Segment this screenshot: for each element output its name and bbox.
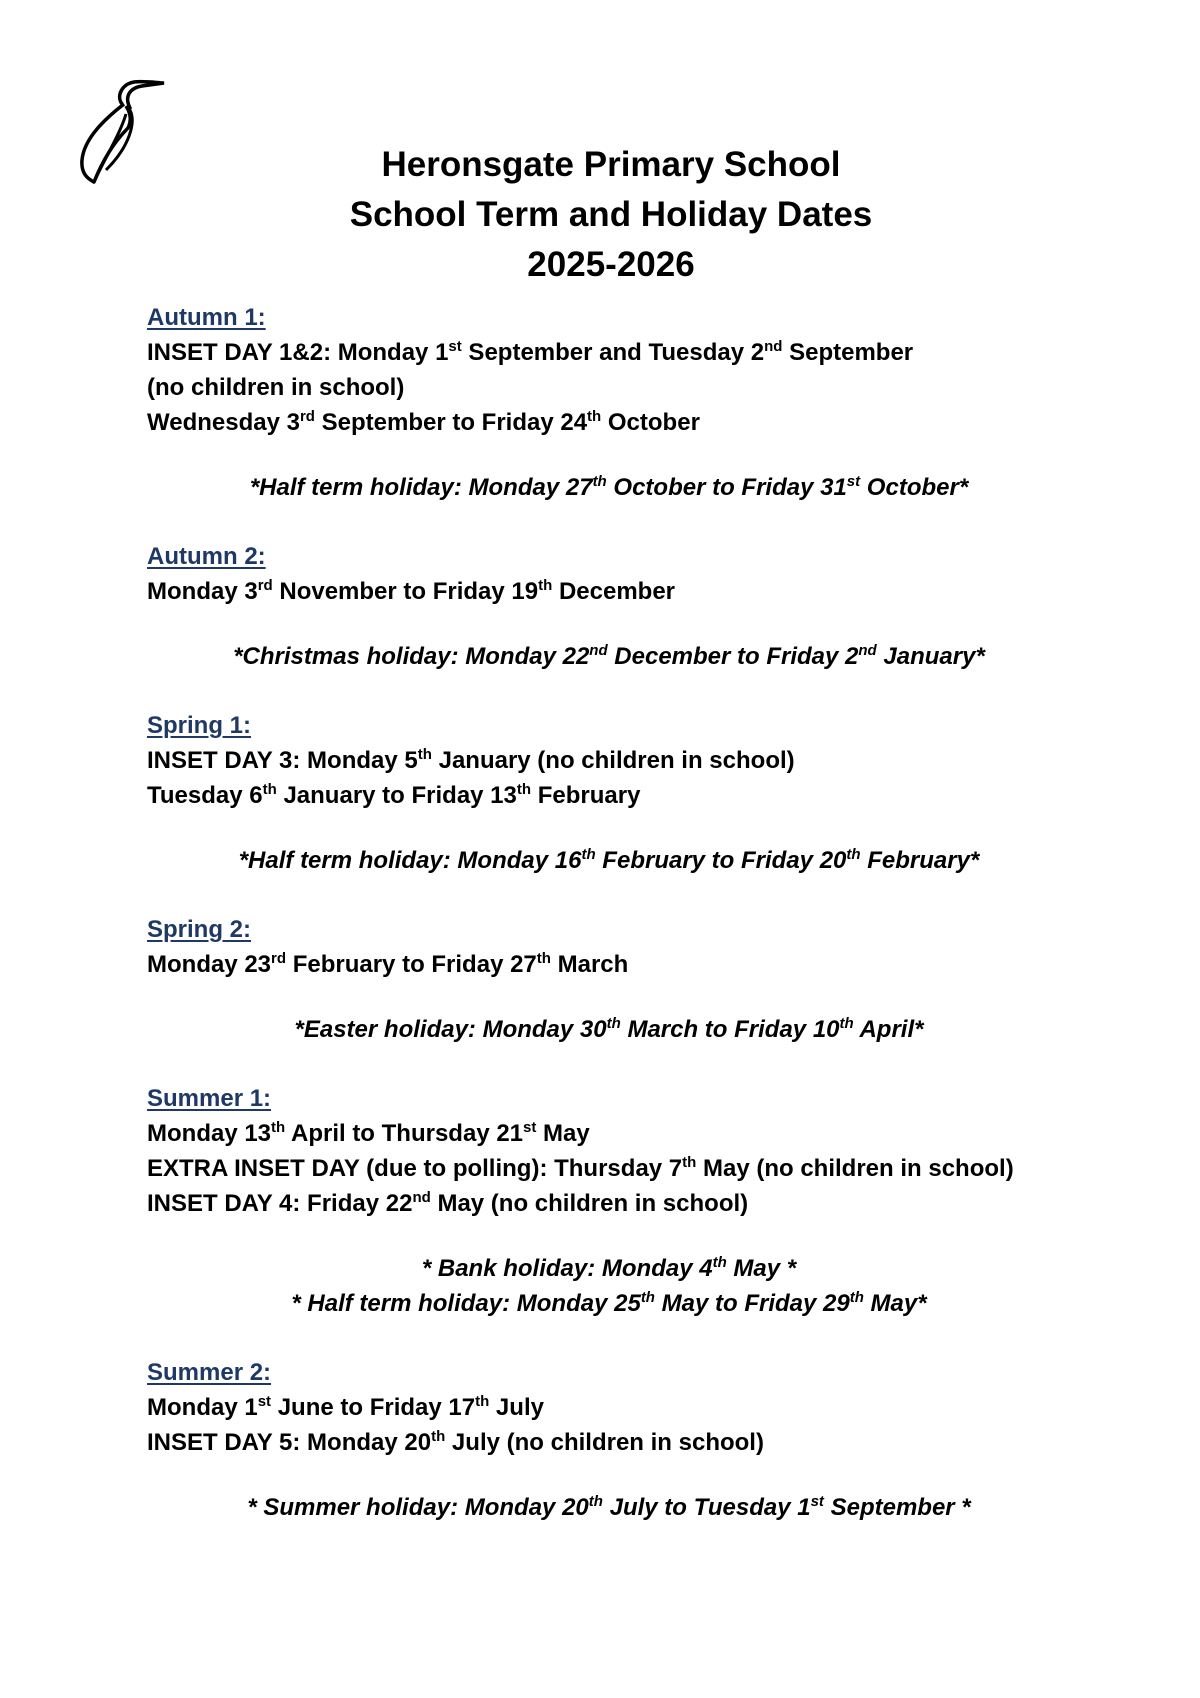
ordinal-suffix: nd	[589, 642, 608, 659]
text-run: September and Tuesday 2	[461, 339, 765, 366]
spacer	[147, 1221, 1147, 1251]
text-run: (no children in school)	[147, 374, 405, 401]
ordinal-suffix: th	[516, 781, 532, 798]
term-date-line	[147, 947, 1147, 982]
term-heading: Autumn 1:	[147, 304, 266, 331]
ordinal-suffix: th	[839, 1015, 854, 1032]
text-run: October to Friday 31	[606, 474, 847, 501]
text-run: May to Friday 29	[654, 1290, 850, 1317]
holiday-line	[147, 1286, 1071, 1321]
ordinal-suffix: th	[682, 1154, 697, 1171]
text-run: June to Friday 17	[271, 1394, 476, 1421]
text-run: January to Friday 13	[276, 782, 517, 809]
term-date-line	[147, 370, 1147, 405]
text-run: April*	[853, 1016, 924, 1043]
text-run: May *	[726, 1255, 797, 1282]
spacer	[147, 878, 1147, 912]
term-date-line	[147, 1151, 1147, 1186]
ordinal-suffix: th	[262, 781, 277, 798]
ordinal-suffix: st	[810, 1493, 824, 1510]
ordinal-suffix: th	[475, 1393, 490, 1410]
ordinal-suffix: th	[417, 746, 432, 763]
text-run: * Bank holiday: Monday 4	[421, 1255, 713, 1282]
spacer	[147, 440, 1147, 470]
ordinal-suffix: th	[538, 577, 553, 594]
text-run: May	[536, 1120, 590, 1147]
ordinal-suffix: th	[846, 846, 861, 863]
spacer	[147, 609, 1147, 639]
ordinal-suffix: th	[712, 1254, 727, 1271]
text-run: February*	[860, 847, 980, 874]
text-run: Monday 23	[147, 951, 272, 978]
text-run: April to Thursday 21	[285, 1120, 524, 1147]
term-date-line	[147, 405, 1147, 440]
ordinal-suffix: th	[431, 1428, 446, 1445]
text-run: *Christmas holiday: Monday 22	[233, 643, 590, 670]
text-run: Monday 1	[147, 1394, 258, 1421]
text-run: * Summer holiday: Monday 20	[247, 1494, 589, 1521]
text-run: INSET DAY 5: Monday 20	[147, 1429, 432, 1456]
school-name: Heronsgate Primary School	[381, 145, 841, 184]
term-heading: Spring 2:	[147, 916, 252, 943]
ordinal-suffix: th	[606, 1015, 621, 1032]
text-run: February	[531, 782, 641, 809]
text-run: January*	[876, 643, 985, 670]
text-run: EXTRA INSET DAY (due to polling): Thursday 7	[147, 1155, 683, 1182]
text-run: December to Friday 2	[607, 643, 859, 670]
text-run: INSET DAY 1&2: Monday 1	[147, 339, 449, 366]
ordinal-suffix: nd	[764, 338, 783, 355]
text-run: Tuesday 6	[147, 782, 263, 809]
spacer	[147, 505, 1147, 539]
spacer	[147, 1321, 1147, 1355]
text-run: October*	[860, 474, 969, 501]
document-subtitle: School Term and Holiday Dates	[349, 195, 873, 234]
ordinal-suffix: rd	[257, 577, 273, 594]
academic-year: 2025-2026	[527, 245, 695, 284]
ordinal-suffix: nd	[858, 642, 877, 659]
text-run: May*	[863, 1290, 927, 1317]
text-run: March	[550, 951, 629, 978]
term-date-line	[147, 778, 1147, 813]
ordinal-suffix: th	[587, 408, 602, 425]
ordinal-suffix: th	[640, 1289, 655, 1306]
holiday-line	[147, 470, 1071, 505]
ordinal-suffix: st	[523, 1119, 537, 1136]
term-date-line	[147, 1390, 1147, 1425]
term-heading: Summer 1:	[147, 1085, 272, 1112]
text-run: September to Friday 24	[314, 409, 588, 436]
text-run: Wednesday 3	[147, 409, 300, 436]
text-run: July	[489, 1394, 544, 1421]
term-date-line	[147, 1425, 1147, 1460]
ordinal-suffix: st	[257, 1393, 272, 1410]
ordinal-suffix: th	[536, 950, 551, 967]
text-run: February to Friday 27	[286, 951, 537, 978]
ordinal-suffix: th	[592, 473, 607, 490]
text-run: December	[552, 578, 676, 605]
text-run: January (no children in school)	[431, 747, 795, 774]
text-run: September *	[823, 1494, 971, 1521]
text-run: May (no children in school)	[430, 1190, 749, 1217]
text-run: Monday 13	[147, 1120, 272, 1147]
text-run: *Easter holiday: Monday 30	[294, 1016, 607, 1043]
text-run: INSET DAY 3: Monday 5	[147, 747, 418, 774]
holiday-line	[147, 843, 1071, 878]
ordinal-suffix: th	[588, 1493, 603, 1510]
text-run: September	[782, 339, 914, 366]
text-run: * Half term holiday: Monday 25	[291, 1290, 641, 1317]
ordinal-suffix: th	[849, 1289, 864, 1306]
spacer	[147, 1460, 1147, 1490]
spacer	[147, 1047, 1147, 1081]
ordinal-suffix: nd	[412, 1189, 431, 1206]
term-date-line	[147, 574, 1147, 609]
text-run: March to Friday 10	[620, 1016, 840, 1043]
ordinal-suffix: st	[846, 473, 861, 490]
text-run: July to Tuesday 1	[602, 1494, 811, 1521]
text-run: *Half term holiday: Monday 27	[249, 474, 593, 501]
term-date-line	[147, 335, 1147, 370]
term-date-line	[147, 1116, 1147, 1151]
ordinal-suffix: st	[448, 338, 462, 355]
ordinal-suffix: rd	[271, 950, 287, 967]
ordinal-suffix: th	[581, 846, 596, 863]
text-run: July (no children in school)	[445, 1429, 764, 1456]
text-run: May (no children in school)	[696, 1155, 1014, 1182]
holiday-line	[147, 1012, 1071, 1047]
spacer	[147, 813, 1147, 843]
text-run: February to Friday 20	[595, 847, 847, 874]
term-dates-list	[147, 300, 1147, 1525]
ordinal-suffix: rd	[299, 408, 315, 425]
text-run: November to Friday 19	[272, 578, 539, 605]
text-run: Monday 3	[147, 578, 258, 605]
term-date-line	[147, 743, 1147, 778]
term-heading: Spring 1:	[147, 712, 252, 739]
ordinal-suffix: th	[271, 1119, 286, 1136]
holiday-line	[147, 1251, 1071, 1286]
text-run: INSET DAY 4: Friday 22	[147, 1190, 413, 1217]
text-run: October	[601, 409, 700, 436]
spacer	[147, 674, 1147, 708]
holiday-line	[147, 639, 1071, 674]
page-header	[0, 140, 1200, 290]
term-date-line	[147, 1186, 1147, 1221]
term-heading: Summer 2:	[147, 1359, 272, 1386]
term-heading: Autumn 2:	[147, 543, 266, 570]
text-run: *Half term holiday: Monday 16	[238, 847, 582, 874]
holiday-line	[147, 1490, 1071, 1525]
spacer	[147, 982, 1147, 1012]
